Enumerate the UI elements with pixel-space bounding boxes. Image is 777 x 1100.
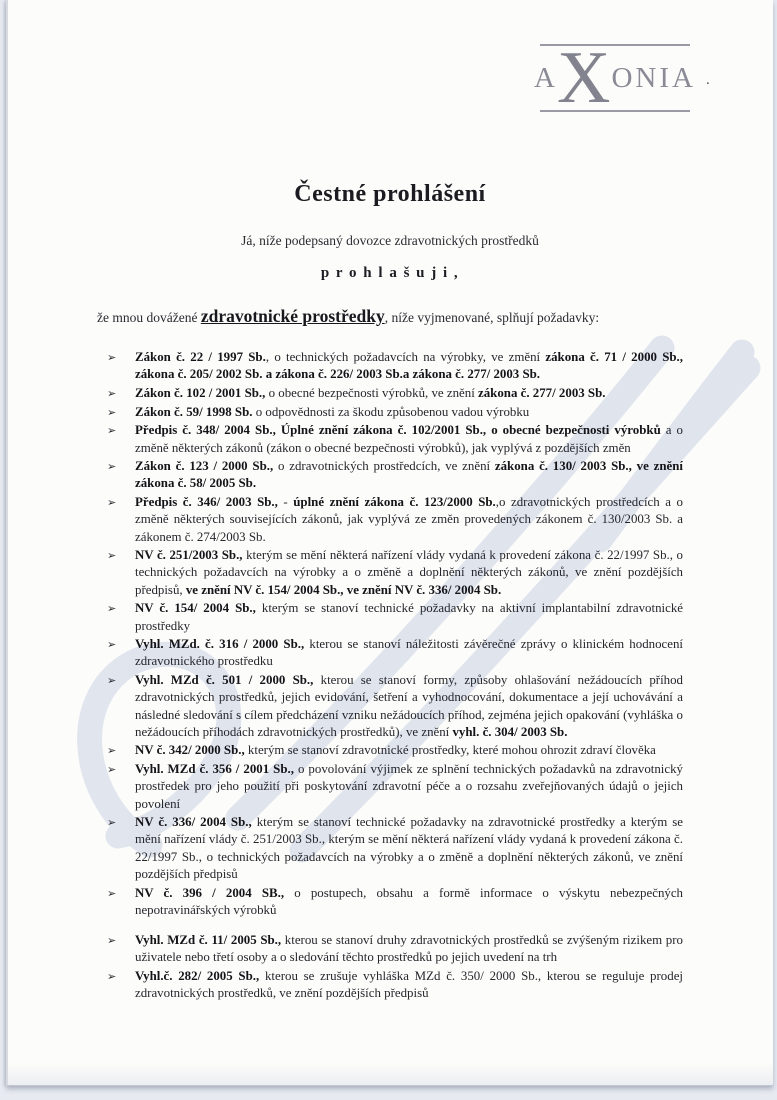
bullet-arrow-icon: ➢ [107,763,117,777]
bullet-arrow-icon: ➢ [107,816,117,830]
list-item [105,494,683,546]
requirements-prefix: že mnou dovážené [97,310,201,325]
requirements-suffix: , níže vyjmenované, splňují požadavky: [384,310,600,325]
list-item-text: Vyhl. MZd č. 501 / 2000 Sb., kterou se stanoví formy, způsoby ohlašování nežádoucích příhod zdravotnických prostředků, jejich evidování, šetření a vyhodnocování, dokumentace a její uchovávání a následné sledování s cílem předcházení vzniku nežádoucích příhod, zejména jejich opakování (vyhláška o nežádoucích příhodách zdravotnických prostředků), ve znění vyhl. č. 304/ 2003 Sb. [135,673,683,739]
list-item [105,814,683,883]
list-item-text: Zákon č. 59/ 1998 Sb. o odpovědnosti za škodu způsobenou vadou výrobku [135,404,530,419]
bullet-arrow-icon: ➢ [107,638,117,652]
list-item [105,968,683,1002]
list-item [105,547,683,599]
list-item [105,885,683,919]
bullet-arrow-icon: ➢ [107,460,117,474]
axonia-logo [534,37,696,119]
list-item-text: Vyhl. MZd č. 356 / 2001 Sb., o povolování výjimek ze splnění technických požadavků na zdravotnický prostředek pro jeho použití při poskytování zdravotní péče a o rozsahu zveřejňovaných údajů o jejich povolení [135,762,683,811]
list-item [105,761,683,813]
list-item-text: Vyhl. MZd č. 11/ 2005 Sb., kterou se stanoví druhy zdravotnických prostředků se zvýšeným rizikem pro uživatele nebo třetí osoby a o sledování těchto prostředků po jejich uvedení na trh [135,933,683,965]
logo-letter-a: A [534,61,556,94]
list-item [105,385,683,402]
requirements-line [97,306,687,327]
bullet-arrow-icon: ➢ [107,674,117,688]
bullet-arrow-icon: ➢ [107,602,117,616]
logo-letters-onia: ONIA [611,61,696,94]
requirements-emphasis: zdravotnické prostředky [200,306,385,326]
list-item [105,404,683,421]
bullet-arrow-icon: ➢ [107,934,117,947]
bullet-arrow-icon: ➢ [107,549,117,563]
bullet-arrow-icon: ➢ [107,386,117,400]
list-item-text: Předpis č. 348/ 2004 Sb., Úplné znění zákona č. 102/2001 Sb., o obecné bezpečnosti výrobků a o změně některých zákonů (zákon o obecné bezpečnosti výrobků), jak vyplývá z pozdějších změn [135,423,683,455]
scan-speck-dot: . [706,72,710,88]
bullet-arrow-icon: ➢ [107,424,117,438]
list-item [105,422,683,456]
declare-word: p r o h l a š u j i , [320,265,460,281]
document-title: Čestné prohlášení [294,181,486,207]
list-item-text: NV č. 342/ 2000 Sb., kterým se stanoví zdravotnické prostředky, které mohou ohrozit zdraví člověka [135,743,656,758]
bullet-arrow-icon: ➢ [107,886,117,900]
list-item-text: Zákon č. 123 / 2000 Sb., o zdravotnických prostředcích, ve znění zákona č. 130/ 2003 Sb., ve znění zákona č. 58/ 2005 Sb. [135,459,683,491]
list-item-text: Vyhl.č. 282/ 2005 Sb., kterou se zrušuje vyhláška MZd č. 350/ 2000 Sb., kterou se reguluje prodej zdravotnických prostředků, ve znění pozdějších předpisů [135,968,683,1001]
list-item-text: NV č. 154/ 2004 Sb., kterým se stanoví technické požadavky na aktivní implantabilní zdravotnické prostředky [135,601,683,633]
list-item [105,349,683,383]
logo-letter-x: X [557,37,611,119]
list-item-text: NV č. 396 / 2004 SB., o postupech, obsahu a formě informace o výskytu nebezpečných nepotravinářských výrobků [135,885,683,917]
list-item [105,932,683,966]
list-item [105,742,683,759]
legal-reference-list [105,349,683,1004]
list-item [105,458,683,492]
bullet-arrow-icon: ➢ [107,351,117,364]
list-item-text: NV č. 251/2003 Sb., kterým se mění některá nařízení vlády vydaná k provedení zákona č. 22/1997 Sb., o technických požadavcích na výrobky a o změně a doplnění některých zákonů, ve znění pozdějších předpisů, ve znění NV č. 154/ 2004 Sb., ve znění NV č. 336/ 2004 Sb. [135,548,684,597]
bullet-arrow-icon: ➢ [107,969,117,983]
list-item-text: Zákon č. 22 / 1997 Sb., o technických požadavcích na výrobky, ve změní zákona č. 71 / 2000 Sb., zákona č. 205/ 2002 Sb. a zákona č. 226/ 2003 Sb.a zákona č. 277/ 2003 Sb. [135,350,683,382]
list-item [105,636,683,670]
list-item-text: Vyhl. MZd. č. 316 / 2000 Sb., kterou se stanoví náležitosti závěrečné zprávy o klinickém hodnocení zdravotnického prostředku [135,637,683,669]
list-item [105,672,683,741]
list-item [105,600,683,634]
preamble-line: Já, níže podepsaný dovozce zdravotnických prostředků [241,233,539,248]
list-item-text: NV č. 336/ 2004 Sb., kterým se stanoví technické požadavky na zdravotnické prostředky a kterým se mění nařízení vlády č. 251/2003 Sb., kterým se mění některá nařízení vlády vydaná k provedení zákona č. 22/1997 Sb., o technických požadavcích na výrobky a o změně a doplnění některých zákonů, ve znění pozdějších předpisů [135,815,683,881]
bullet-arrow-icon: ➢ [107,405,117,419]
bullet-arrow-icon: ➢ [107,744,117,758]
list-item-text: Zákon č. 102 / 2001 Sb., o obecné bezpečnosti výrobků, ve znění zákona č. 277/ 2003 Sb. [135,385,606,400]
list-item-text: Předpis č. 346/ 2003 Sb., - úplné znění zákona č. 123/2000 Sb.,o zdravotnických prostředcích a o změně některých souvisejících zákonů, jak vyplývá ze změn provedených zákonem č. 130/2003 Sb. a zákonem č. 274/2003 Sb. [135,495,683,544]
bullet-arrow-icon: ➢ [107,496,117,510]
